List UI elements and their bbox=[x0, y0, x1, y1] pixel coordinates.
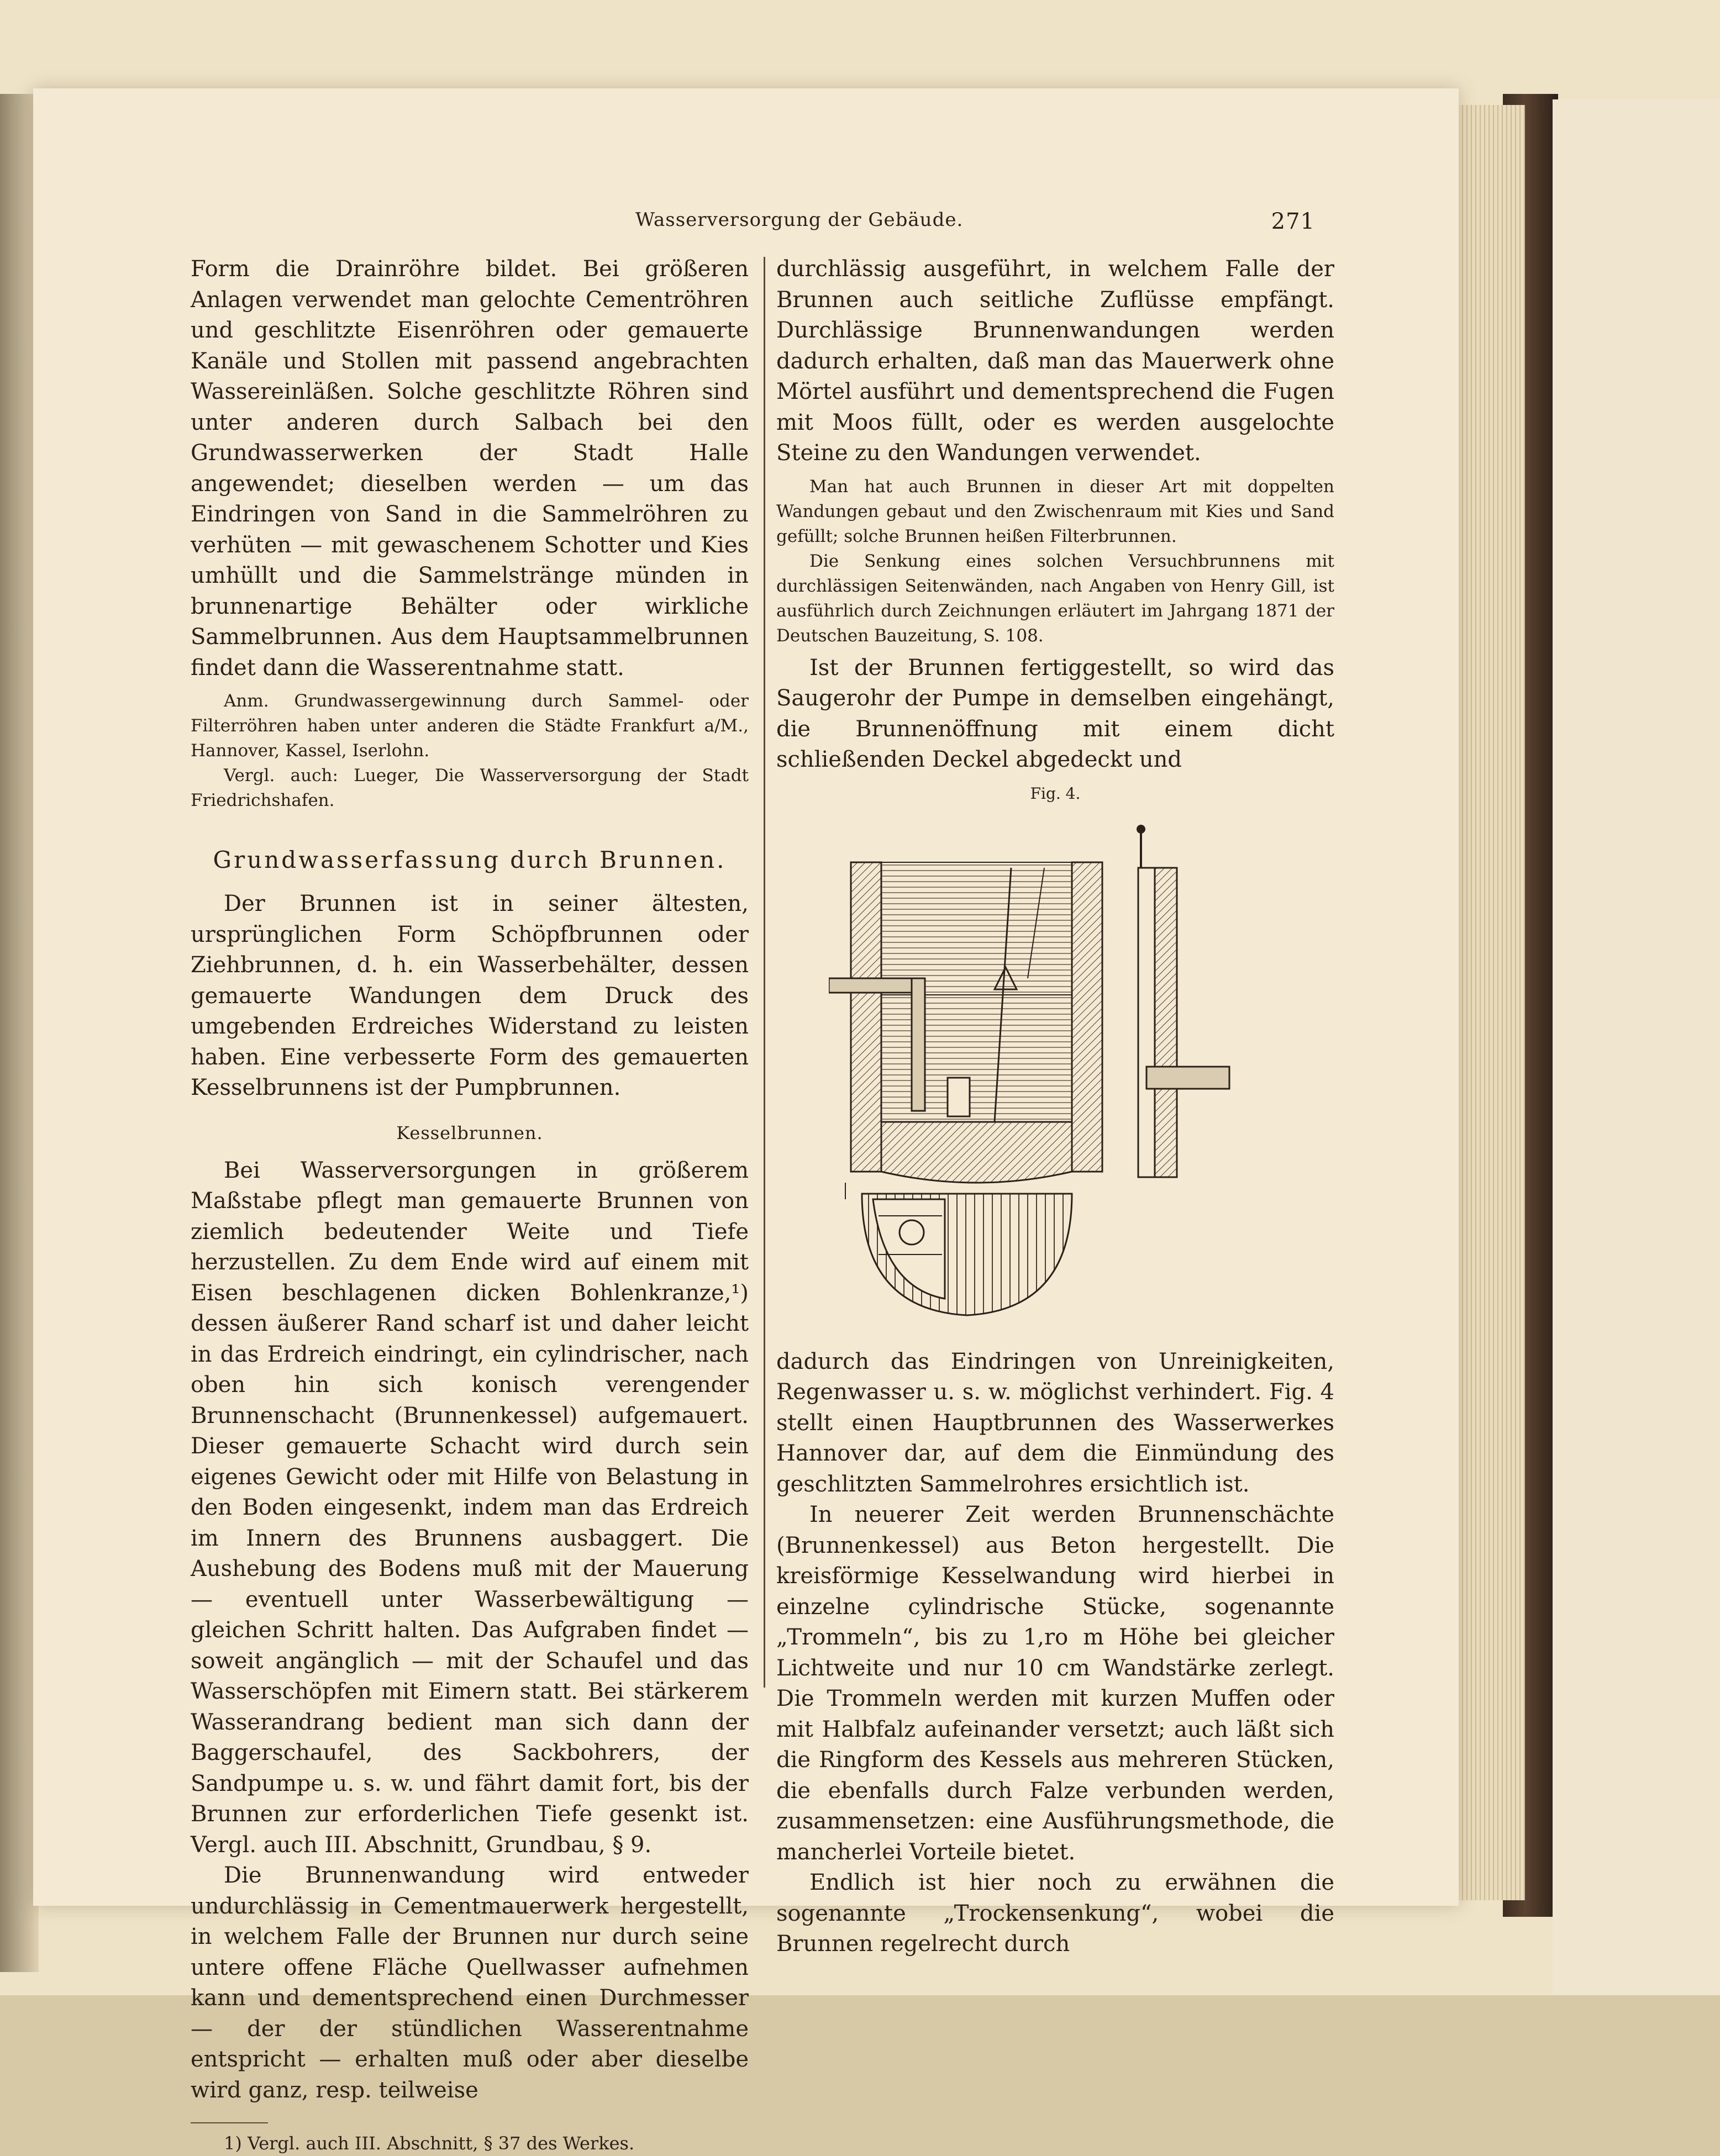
page-stack-edge bbox=[1459, 105, 1525, 1900]
paragraph: Form die Drainröhre bildet. Bei größeren Anlagen verwendet man gelochte Cementröhren und geschlitzte Eisenröhren oder gemauerte Kanäle und Stollen mit passend angebrachten Wassereinläßen. Solche geschlitzte Röhren sind unter anderen durch Salbach bei den Grundwasserwerken der Stadt Halle angewendet; dieselben werden — um das Eindringen von Sand in die Sammelröhren zu verhüten — mit gewaschenem Schotter und Kies umhüllt und die Sammelstränge münden in brunnenartige Behälter oder wirkliche Sammelbrunnen. Aus dem Hauptsammelbrunnen findet dann die Wasserentnahme statt. bbox=[191, 256, 749, 681]
paragraph: durchlässig ausgeführt, in welchem Falle der Brunnen auch seitliche Zuflüsse empfängt. Durchlässige Brunnenwandungen werden dadurch erhalten, daß man das Mauerwerk ohne Mörtel ausführt und dementsprechend die Fugen mit Moos füllt, oder es werden ausgelochte Steine zu den Wandungen verwendet. bbox=[776, 256, 1334, 466]
left-column bbox=[191, 254, 749, 2156]
paragraph: Der Brunnen ist in seiner ältesten, ursprünglichen Form Schöpfbrunnen oder Ziehbrunnen, d. h. ein Wasserbehälter, dessen gemauerte Wandungen dem Druck des umgebenden Erdreiches Widerstand zu leisten haben. Eine verbesserte Form des gemauerten Kesselbrunnens ist der Pumpbrunnen. bbox=[191, 891, 749, 1100]
paragraph: dadurch das Eindringen von Unreinigkeiten, Regenwasser u. s. w. möglichst verhindert. Fig. 4 stellt einen Hauptbrunnen des Wasserwerkes Hannover dar, auf dem die Einmündung des geschlitzten Sammelrohres ersichtlich ist. bbox=[776, 1348, 1334, 1497]
running-title: Wasserversorgung der Gebäude. bbox=[635, 209, 964, 231]
figure-4 bbox=[776, 784, 1334, 1337]
column-divider bbox=[764, 257, 765, 1688]
section-heading: Grundwasserfassung durch Brunnen. bbox=[213, 846, 727, 873]
annotation: Anm. Grundwassergewinnung durch Sammel- oder Filterröhren haben unter anderen die Städte Frankfurt a/M., Hannover, Kassel, Iserlohn. bbox=[191, 691, 749, 761]
annotation: Man hat auch Brunnen in dieser Art mit doppelten Wandungen gebaut und den Zwischenraum mit Kies und Sand gefüllt; solche Brunnen heißen Filterbrunnen. bbox=[776, 476, 1334, 546]
annotation: Die Senkung eines solchen Versuchbrunnens mit durchlässigen Seitenwänden, nach Angaben von Henry Gill, ist ausführlich durch Zeichnungen erläutert im Jahrgang 1871 der Deutschen Bauzeitung, S. 108. bbox=[776, 551, 1334, 646]
well-cross-section-drawing bbox=[829, 813, 1282, 1326]
page-number: 271 bbox=[1271, 209, 1315, 234]
paragraph: Ist der Brunnen fertiggestellt, so wird das Saugerohr der Pumpe in demselben eingehängt, die Brunnenöffnung mit einem dicht schließenden Deckel abgedeckt und bbox=[776, 655, 1334, 772]
paragraph: Die Brunnenwandung wird entweder undurchlässig in Cementmauerwerk hergestellt, in welchem Falle der Brunnen nur durch seine untere offene Fläche Quellwasser aufnehmen kann und dementsprechend einen Durchmesser — der der stündlichen Wasserentnahme entspricht — erhalten muß oder aber dieselbe wird ganz, resp. teilweise bbox=[191, 1863, 749, 2103]
footnote: 1) Vergl. auch III. Abschnitt, § 37 des Werkes. bbox=[224, 2133, 635, 2154]
paragraph: In neuerer Zeit werden Brunnenschächte (Brunnenkessel) aus Beton hergestellt. Die kreisförmige Kesselwandung wird hierbei in einzelne cylindrische Stücke, sogenannte „Trommeln“, bis zu 1,ro m Höhe bei gleicher Lichtweite und nur 10 cm Wandstärke zerlegt. Die Trommeln werden mit kurzen Muffen oder mit Halbfalz aufeinander versetzt; auch läßt sich die Ringform des Kessels aus mehreren Stücken, die ebenfalls durch Falze verbunden werden, zusammensetzen: eine Ausführungsmethode, die mancherlei Vorteile bietet. bbox=[776, 1502, 1334, 1865]
scan-margin bbox=[1553, 99, 1720, 1995]
paragraph: Bei Wasserversorgungen in größerem Maßstabe pflegt man gemauerte Brunnen von ziemlich bedeutender Weite und Tiefe herzustellen. Zu dem Ende wird auf einem mit Eisen beschlagenen dicken Bohlenkranze,¹) dessen äußerer Rand scharf ist und daher leicht in das Erdreich eindringt, ein cylindrischer, nach oben hin sich konisch verengender Brunnenschacht (Brunnenkessel) aufgemauert. Dieser gemauerte Schacht wird durch sein eigenes Gewicht oder mit Hilfe von Belastung in den Boden eingesenkt, indem man das Erdreich im Innern des Brunnens ausbaggert. Die Aushebung des Bodens muß mit der Mauerung — eventuell unter Wasserbewältigung — gleichen Schritt halten. Das Aufgraben findet — soweit angänglich — mit der Schaufel und das Wasserschöpfen mit Eimern statt. Bei stärkerem Wasserandrang bedient man sich dann der Baggerschaufel, des Sackbohrers, der Sandpumpe u. s. w. und fährt damit fort, bis der Brunnen zur erforderlichen Tiefe gesenkt ist. Vergl. auch III. Abschnitt, Grundbau, § 9. bbox=[191, 1157, 749, 1858]
paragraph: Endlich ist hier noch zu erwähnen die sogenannte „Trockensenkung“, wobei die Brunnen regelrecht durch bbox=[776, 1870, 1334, 1957]
figure-label: Fig. 4. bbox=[1030, 784, 1081, 803]
annotation: Vergl. auch: Lueger, Die Wasserversorgung der Stadt Friedrichshafen. bbox=[191, 766, 749, 810]
footnote-rule bbox=[191, 2122, 268, 2123]
subsection-heading: Kesselbrunnen. bbox=[396, 1122, 543, 1143]
right-column bbox=[776, 254, 1334, 1960]
